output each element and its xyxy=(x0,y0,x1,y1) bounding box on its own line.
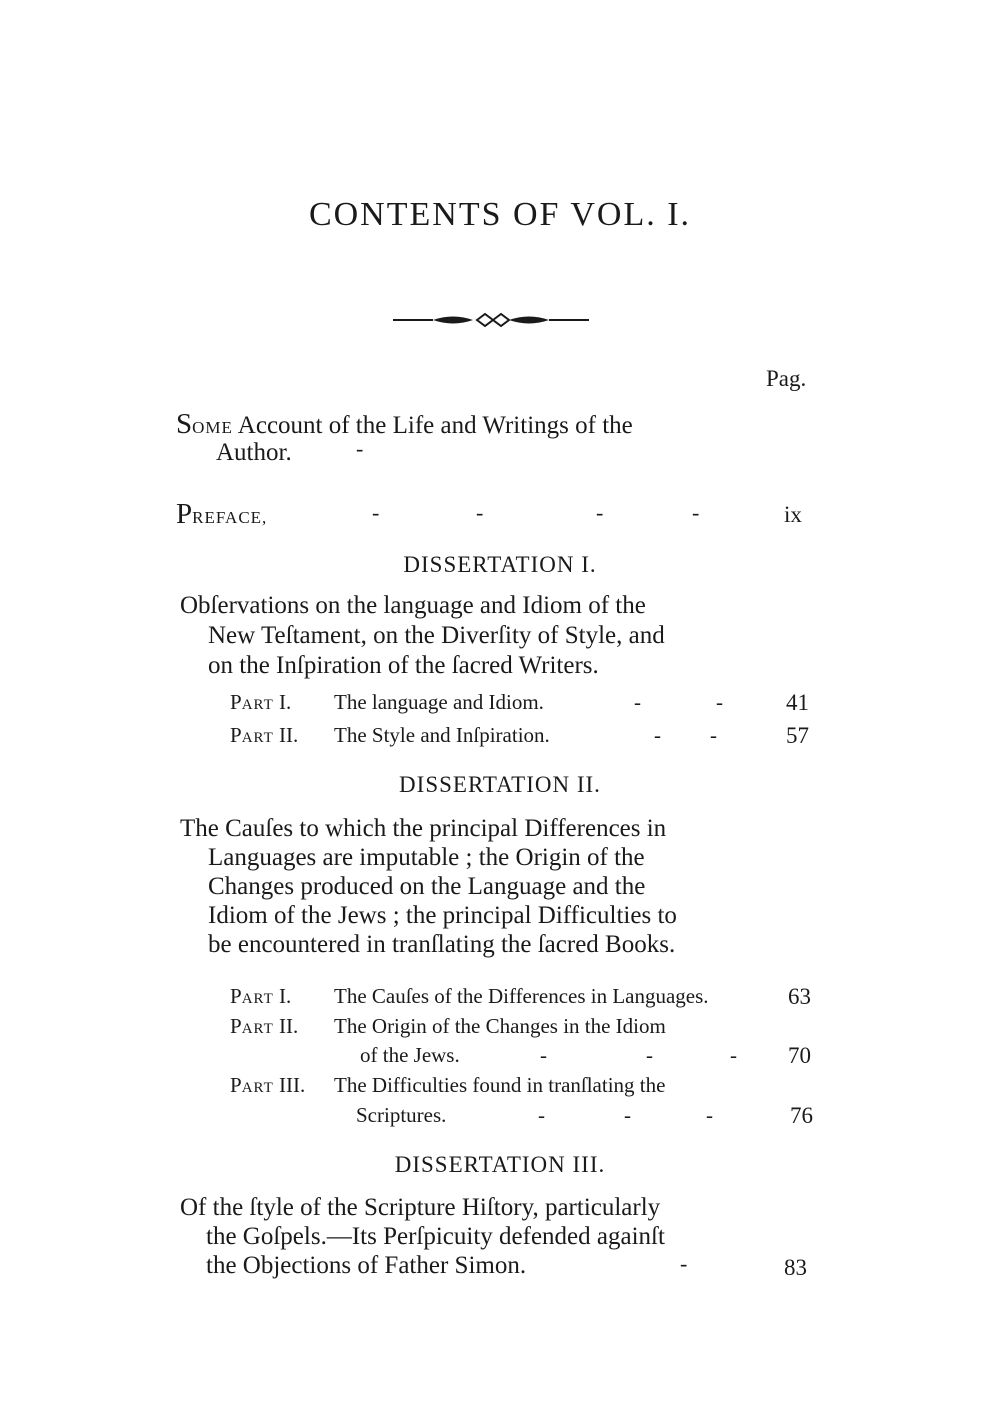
leader-dash: - xyxy=(654,723,661,747)
dissertation-2-line: The Cauſes to which the principal Differences in xyxy=(180,815,667,842)
leader-dash: - xyxy=(596,500,604,525)
leader-dash: - xyxy=(710,723,717,747)
leader-dash: - xyxy=(372,500,380,525)
toc-entry-preface xyxy=(176,500,267,532)
drop-letter: S xyxy=(176,408,193,440)
dissertation-1-line: on the Inſpiration of the ſacred Writers. xyxy=(208,652,599,679)
leader-dash: - xyxy=(692,500,700,525)
dissertation-3-line: Of the ſtyle of the Scripture Hiſtory, particularly xyxy=(180,1194,661,1221)
leader-dash: - xyxy=(706,1103,713,1127)
part-label: PART I. xyxy=(230,690,292,714)
leader-dash: - xyxy=(540,1043,547,1067)
entry-text-line: Author. xyxy=(216,439,292,466)
dissertation-3-heading: DISSERTATION III. xyxy=(394,1152,606,1177)
page-number: 70 xyxy=(788,1043,811,1068)
part-label: PART I. xyxy=(230,984,292,1008)
leader-dash: - xyxy=(476,500,484,525)
page-title: CONTENTS OF VOL. I. xyxy=(308,196,692,233)
leader-dash: - xyxy=(646,1043,653,1067)
page-number: 83 xyxy=(784,1255,807,1280)
part-label: PART II. xyxy=(230,723,299,747)
dissertation-2-line: Languages are imputable ; the Origin of the xyxy=(208,844,645,871)
part-title: The Origin of the Changes in the Idiom xyxy=(334,1014,666,1038)
leader-dash: - xyxy=(680,1251,688,1276)
dissertation-3-line: the Objections of Father Simon. xyxy=(206,1252,527,1279)
page-column-label: Pag. xyxy=(766,366,807,391)
dissertation-2-line: Changes produced on the Language and the xyxy=(208,873,646,900)
page-number: 57 xyxy=(786,723,809,748)
part-title: The Cauſes of the Differences in Languages. xyxy=(334,984,709,1008)
page-number: ix xyxy=(784,502,802,527)
dissertation-2-line: Idiom of the Jews ; the principal Difficulties to xyxy=(208,902,677,929)
page-number: 63 xyxy=(788,984,811,1009)
dissertation-1-heading: DISSERTATION I. xyxy=(403,552,597,577)
leader-dash: - xyxy=(730,1043,737,1067)
part-title: The Difficulties found in tranſlating the xyxy=(334,1073,666,1097)
leader-dash: - xyxy=(716,690,723,714)
part-title: Scriptures. xyxy=(356,1103,447,1127)
drop-letter: P xyxy=(176,498,193,530)
dissertation-2-line: be encountered in tranſlating the ſacred Books. xyxy=(208,931,676,958)
dissertation-1-line: Obſervations on the language and Idiom of the xyxy=(180,592,646,619)
ornament-divider-icon xyxy=(393,307,589,333)
part-title: of the Jews. xyxy=(360,1043,460,1067)
leader-dash: - xyxy=(634,690,641,714)
part-title: The language and Idiom. xyxy=(334,690,544,714)
leader-dash: - xyxy=(356,436,364,461)
page-number: 76 xyxy=(790,1103,813,1128)
leader-dash: - xyxy=(624,1103,631,1127)
dissertation-2-heading: DISSERTATION II. xyxy=(399,772,601,797)
part-label: PART II. xyxy=(230,1014,299,1038)
page-number: 41 xyxy=(786,690,809,715)
part-label: PART III. xyxy=(230,1073,306,1097)
dissertation-3-line: the Goſpels.—Its Perſpicuity defended againſt xyxy=(206,1223,665,1250)
entry-text-line: Account of the Life and Writings of the xyxy=(232,412,633,439)
leader-dash: - xyxy=(538,1103,545,1127)
small-caps-text: REFACE, xyxy=(192,508,268,527)
small-caps-text: OME xyxy=(192,418,233,437)
dissertation-1-line: New Teſtament, on the Diverſity of Style, and xyxy=(208,622,665,649)
part-title: The Style and Inſpiration. xyxy=(334,723,550,747)
